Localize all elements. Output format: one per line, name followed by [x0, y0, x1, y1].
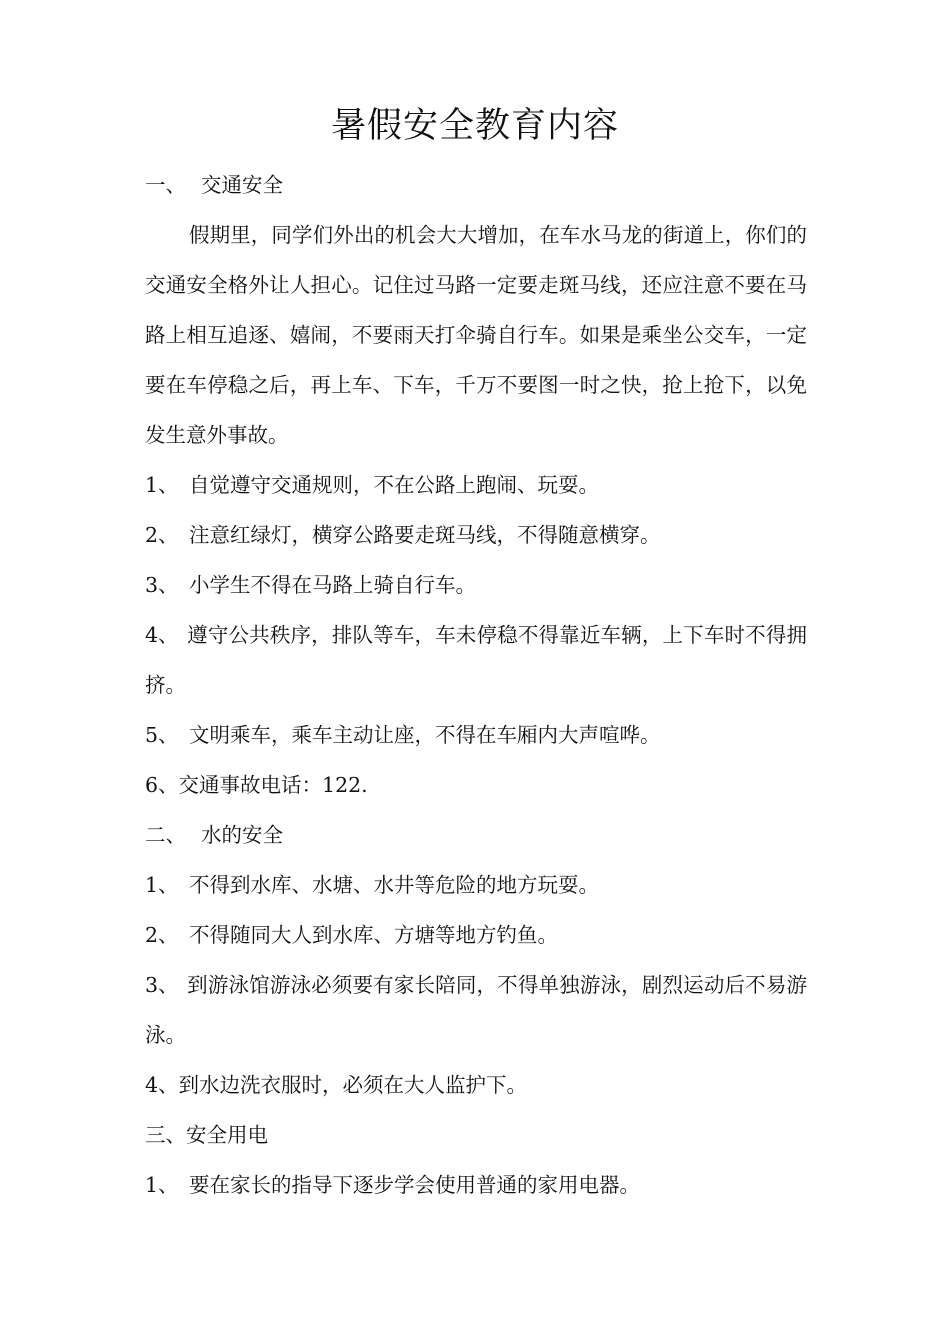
section-heading-text: 安全用电	[186, 1123, 268, 1147]
list-item-text: 自觉遵守交通规则，不在公路上跑闹、玩耍。	[189, 473, 599, 497]
list-item-text: 注意红绿灯，横穿公路要走斑马线，不得随意横穿。	[189, 523, 661, 547]
list-item-text: 遵守公共秩序，排队等车，车未停稳不得靠近车辆，上下车时不得拥挤。	[145, 623, 807, 697]
list-item-text: 文明乘车，乘车主动让座，不得在车厢内大声喧哗。	[189, 723, 661, 747]
list-marker: 4、	[145, 623, 179, 647]
list-item-text: 不得到水库、水塘、水井等危险的地方玩耍。	[189, 873, 599, 897]
section-heading-text: 交通安全	[201, 173, 283, 197]
section-intro-paragraph: 假期里，同学们外出的机会大大增加，在车水马龙的街道上，你们的交通安全格外让人担心。记住过马路一定要走斑马线，还应注意不要在马路上相互追逐、嬉闹，不要雨天打伞骑自行车。如果是乘坐公交车，一定要在车停稳之后，再上车、下车，千万不要图一时之快，抢上抢下，以免发生意外事故。	[145, 223, 807, 447]
list-marker: 1、	[145, 473, 179, 497]
list-marker: 5、	[145, 723, 179, 747]
list-item	[145, 760, 807, 810]
list-marker: 3、	[145, 973, 179, 997]
list-item-text: 小学生不得在马路上骑自行车。	[189, 573, 476, 597]
list-item	[145, 1060, 807, 1110]
section-marker: 一、	[145, 173, 186, 197]
list-item	[145, 960, 807, 1060]
list-marker: 1、	[145, 1173, 179, 1197]
list-marker: 4、	[145, 1073, 179, 1097]
section-marker: 二、	[145, 823, 186, 847]
list-item	[145, 610, 807, 710]
section-heading-text: 水的安全	[201, 823, 283, 847]
section-heading	[145, 1110, 807, 1160]
list-item	[145, 710, 807, 760]
list-item-text: 不得随同大人到水库、方塘等地方钓鱼。	[189, 923, 558, 947]
list-item-text: 交通事故电话：122.	[178, 773, 368, 797]
list-marker: 1、	[145, 873, 179, 897]
section-marker: 三、	[145, 1123, 186, 1147]
section-heading	[145, 810, 807, 860]
list-item-text: 要在家长的指导下逐步学会使用普通的家用电器。	[189, 1173, 640, 1197]
document-body	[145, 160, 807, 1210]
list-item	[145, 460, 807, 510]
list-item	[145, 860, 807, 910]
document-title: 暑假安全教育内容	[330, 106, 619, 146]
section-heading	[145, 160, 807, 210]
list-item-text: 到水边洗衣服时，必须在大人监护下。	[178, 1073, 528, 1097]
list-marker: 2、	[145, 523, 179, 547]
list-item	[145, 910, 807, 960]
list-marker: 3、	[145, 573, 179, 597]
list-item	[145, 1160, 807, 1210]
list-marker: 6、	[145, 773, 179, 797]
list-item-text: 到游泳馆游泳必须要有家长陪同，不得单独游泳，剧烈运动后不易游泳。	[145, 973, 807, 1047]
list-marker: 2、	[145, 923, 179, 947]
list-item	[145, 560, 807, 610]
list-item	[145, 510, 807, 560]
